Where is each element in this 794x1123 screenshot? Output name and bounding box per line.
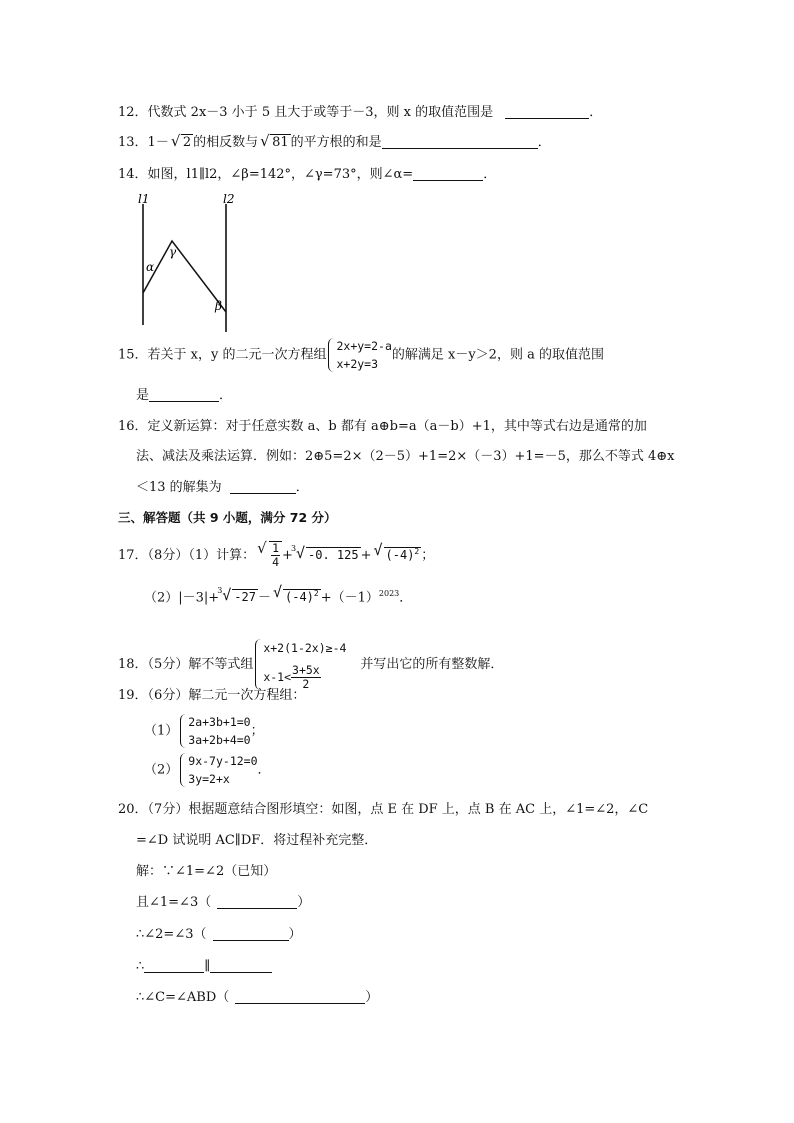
label-gamma: γ [169,245,177,259]
q12-answer-blank[interactable] [505,104,589,119]
q20-reason-blank-2[interactable] [213,926,289,941]
question-14: 14．如图，l1∥l2，∠β=142°，∠γ=73°，则∠α= ． [118,167,497,182]
sqrt-neg4-squared-2: √ $(-4)^2$ [273,585,321,606]
question-20-line2: =∠D 试说明 AC∥DF．将过程补充完整． [136,833,378,848]
cbrt-neg-0125: √ -0. 125 [296,546,361,564]
question-19-part1: （1） 2a+3b+1=0 3a+2b+4=0 ； [144,715,264,747]
section-3-heading: 三、解答题（共 9 小题，满分 72 分） [118,510,337,525]
sqrt-2: √ 2 [171,134,193,152]
question-17-part2: （2）|－3|+$^3$√ -27 －√ $(-4)^2 +(-1)^{2023}$． [144,585,412,608]
q20-step2: 且∠1=∠3（ ） [136,895,311,910]
question-20-line1: 20．（7分）根据题意结合图形填空：如图，点 E 在 DF 上，点 B 在 AC 上，∠1=∠2，∠C [118,802,649,817]
question-16-line3: ＜13 的解集为 ． [136,480,309,495]
cbrt-neg27: √ -27 [222,588,258,606]
sqrt-neg4-squared: √ $(-4)^2$ [374,543,422,564]
question-15-line2: 是 ． [136,388,233,403]
q20-parallel-blank-2[interactable] [210,958,272,973]
q20-step3: ∴∠2=∠3（ ） [136,927,302,942]
q20-step4: ∴ ∥ [136,958,272,976]
q14-answer-blank[interactable] [413,166,483,181]
label-l1: l1 [138,192,150,206]
q13-post: 的平方根的和是 [290,135,382,150]
q19-system-1: 2a+3b+1=0 3a+2b+4=0 [178,713,250,749]
question-16-line2: 法、减法及乘法运算．例如：2⊕5=2×（2－5）+1=2×（－3）+1=－5，那么不等式 4⊕x [136,449,675,464]
q20-parallel-blank-1[interactable] [144,958,204,973]
parallel-lines-figure [130,190,245,335]
q20-reason-blank-3[interactable] [235,989,365,1004]
label-alpha: α [146,260,155,274]
label-l2: l2 [223,192,235,206]
q19-system-2: 9x-7y-12=0 3y=2+x [178,752,257,788]
sqrt-quarter: √ $\frac{1}{4}$ [257,541,282,569]
question-18: 18．（5分）解不等式组 x+2(1-2x)≥-4 x-1< $\frac{3+5x}{2}$ 并写出它的所有整数解． [118,638,503,691]
q15-post: 的解满足 x－y＞2，则 a 的取值范围 [391,347,604,363]
question-12: 12．代数式 2x－3 小于 5 且大于或等于－3，则 x 的取值范围是 ． [118,105,603,120]
q20-step5: ∴∠C=∠ABD（ ） [136,990,379,1005]
q15-prefix: 15．若关于 x，y 的二元一次方程组 [118,347,327,363]
q13-prefix: 13．1－ [118,135,169,150]
sqrt-81: √ 81 [260,134,291,152]
q18-inequality-system: x+2(1-2x)≥-4 x-1< $\frac{3+5x}{2}$ [253,638,346,691]
q14-text: 14．如图，l1∥l2，∠β=142°，∠γ=73°，则∠α= [118,167,414,182]
q15-answer-blank[interactable] [149,387,219,402]
q20-reason-blank-1[interactable] [217,894,297,909]
label-beta: β [215,299,222,313]
q13-mid: 的相反数与 [193,135,259,150]
question-19-part2: （2） 9x-7y-12=0 3y=2+x ． [144,754,271,786]
question-17-part1: 17．（8分）（1）计算： √ $\frac{1}{4}$ +$^3$√ -0. 125 +√ $(-4)^2$ ； [118,541,434,569]
q12-text: 12．代数式 2x－3 小于 5 且大于或等于－3，则 x 的取值范围是 [118,105,494,120]
question-16-line1: 16．定义新运算：对于任意实数 a、b 都有 a⊕b=a（a－b）+1，其中等式右边是通常的加 [118,419,647,434]
question-13: 13．1－√ 2 的相反数与√ 81 的平方根的和是 ． [118,134,551,152]
question-15 [118,337,604,373]
question-19-title: 19．（6分）解二元一次方程组： [118,688,306,703]
q13-answer-blank[interactable] [382,134,538,149]
q20-step1: 解：∵∠1=∠2（已知） [136,864,277,879]
q15-equation-system: 2x+y=2-a x+2y=3 [326,337,391,373]
q16-answer-blank[interactable] [230,479,296,494]
